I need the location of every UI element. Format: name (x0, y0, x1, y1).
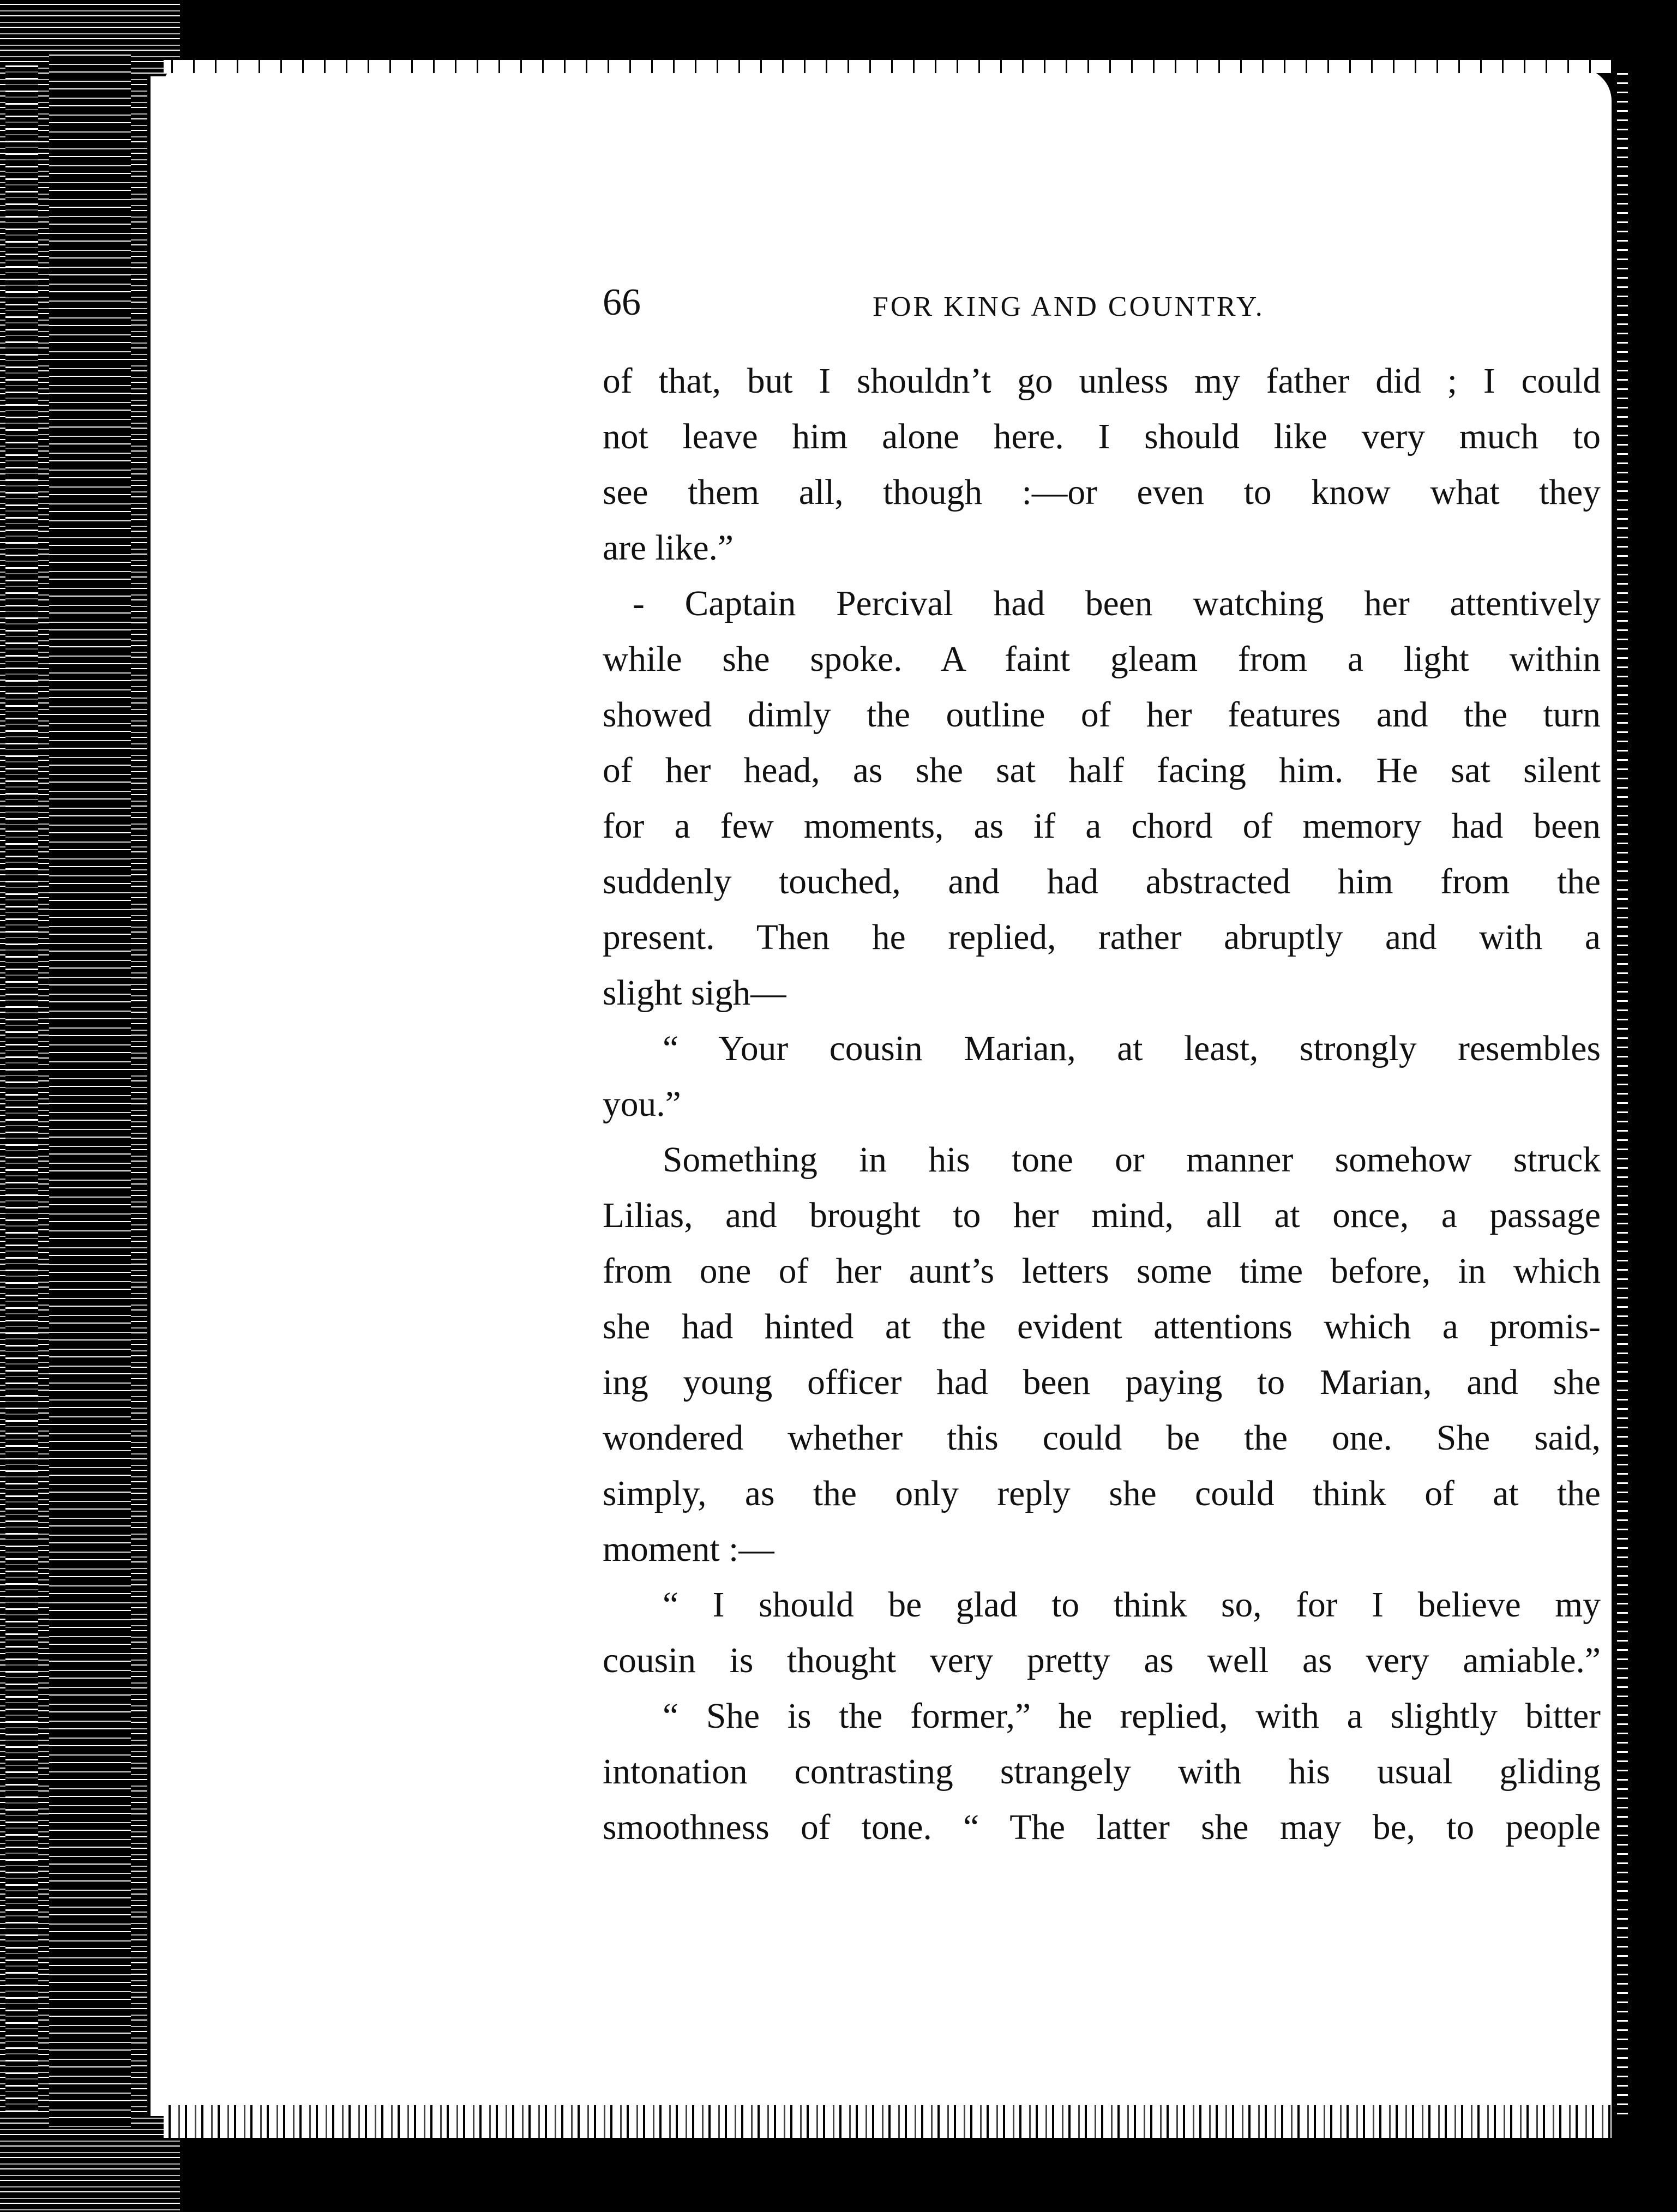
body-text (603, 353, 1601, 1855)
text-line: showed dimly the outline of her features and the turn (603, 695, 1601, 735)
running-title: FOR KING AND COUNTRY. (873, 291, 1265, 322)
text-line: “ Your cousin Marian, at least, strongly resembles (663, 1029, 1601, 1068)
text-line: you.” (603, 1085, 681, 1124)
text-line: present. Then he replied, rather abruptly and with a (603, 918, 1601, 957)
page-number: 66 (603, 281, 641, 323)
text-line: cousin is thought very pretty as well as very amiable.” (603, 1641, 1601, 1680)
text-line: of her head, as she sat half facing him. He sat silent (603, 751, 1601, 790)
scan-bottom-edge (164, 2105, 1612, 2138)
text-line: smoothness of tone. “ The latter she may be, to people (603, 1808, 1601, 1847)
text-line: - Captain Percival had been watching her attentively (633, 584, 1601, 623)
text-line: “ I should be glad to think so, for I believe my (663, 1585, 1601, 1625)
text-line: slight sigh— (603, 973, 786, 1013)
text-line: see them all, though :—or even to know what they (603, 473, 1601, 512)
text-line: from one of her aunt’s letters some time before, in which (603, 1252, 1601, 1291)
text-line: “ She is the former,” he replied, with a slightly bitter (663, 1697, 1601, 1736)
text-line: moment :— (603, 1530, 774, 1569)
text-line: wondered whether this could be the one. She said, (603, 1418, 1601, 1458)
scan-left-edge (0, 0, 180, 2212)
text-line: she had hinted at the evident attentions which a promis- (603, 1307, 1601, 1347)
text-line: simply, as the only reply she could think of at the (603, 1474, 1601, 1513)
scan-top-edge (164, 60, 1612, 73)
text-line: not leave him alone here. I should like very much to (603, 417, 1601, 456)
text-line: while she spoke. A faint gleam from a light within (603, 640, 1601, 679)
text-line: ing young officer had been paying to Marian, and she (603, 1363, 1601, 1402)
scan-edge-strip (1617, 65, 1628, 2116)
scan-edge-strip (5, 65, 38, 2111)
page-header (603, 278, 1601, 327)
scan-edge-strip (49, 55, 131, 2127)
text-line: for a few moments, as if a chord of memory had been (603, 807, 1601, 846)
text-line: are like.” (603, 528, 734, 568)
scan-right-edge (1612, 0, 1677, 2212)
text-line: Something in his tone or manner somehow struck (663, 1140, 1601, 1180)
text-line: of that, but I shouldn’t go unless my father did ; I could (603, 362, 1601, 401)
text-line: suddenly touched, and had abstracted him from the (603, 862, 1601, 901)
text-line: Lilias, and brought to her mind, all at once, a passage (603, 1196, 1601, 1235)
text-line: intonation contrasting strangely with his usual gliding (603, 1752, 1601, 1792)
